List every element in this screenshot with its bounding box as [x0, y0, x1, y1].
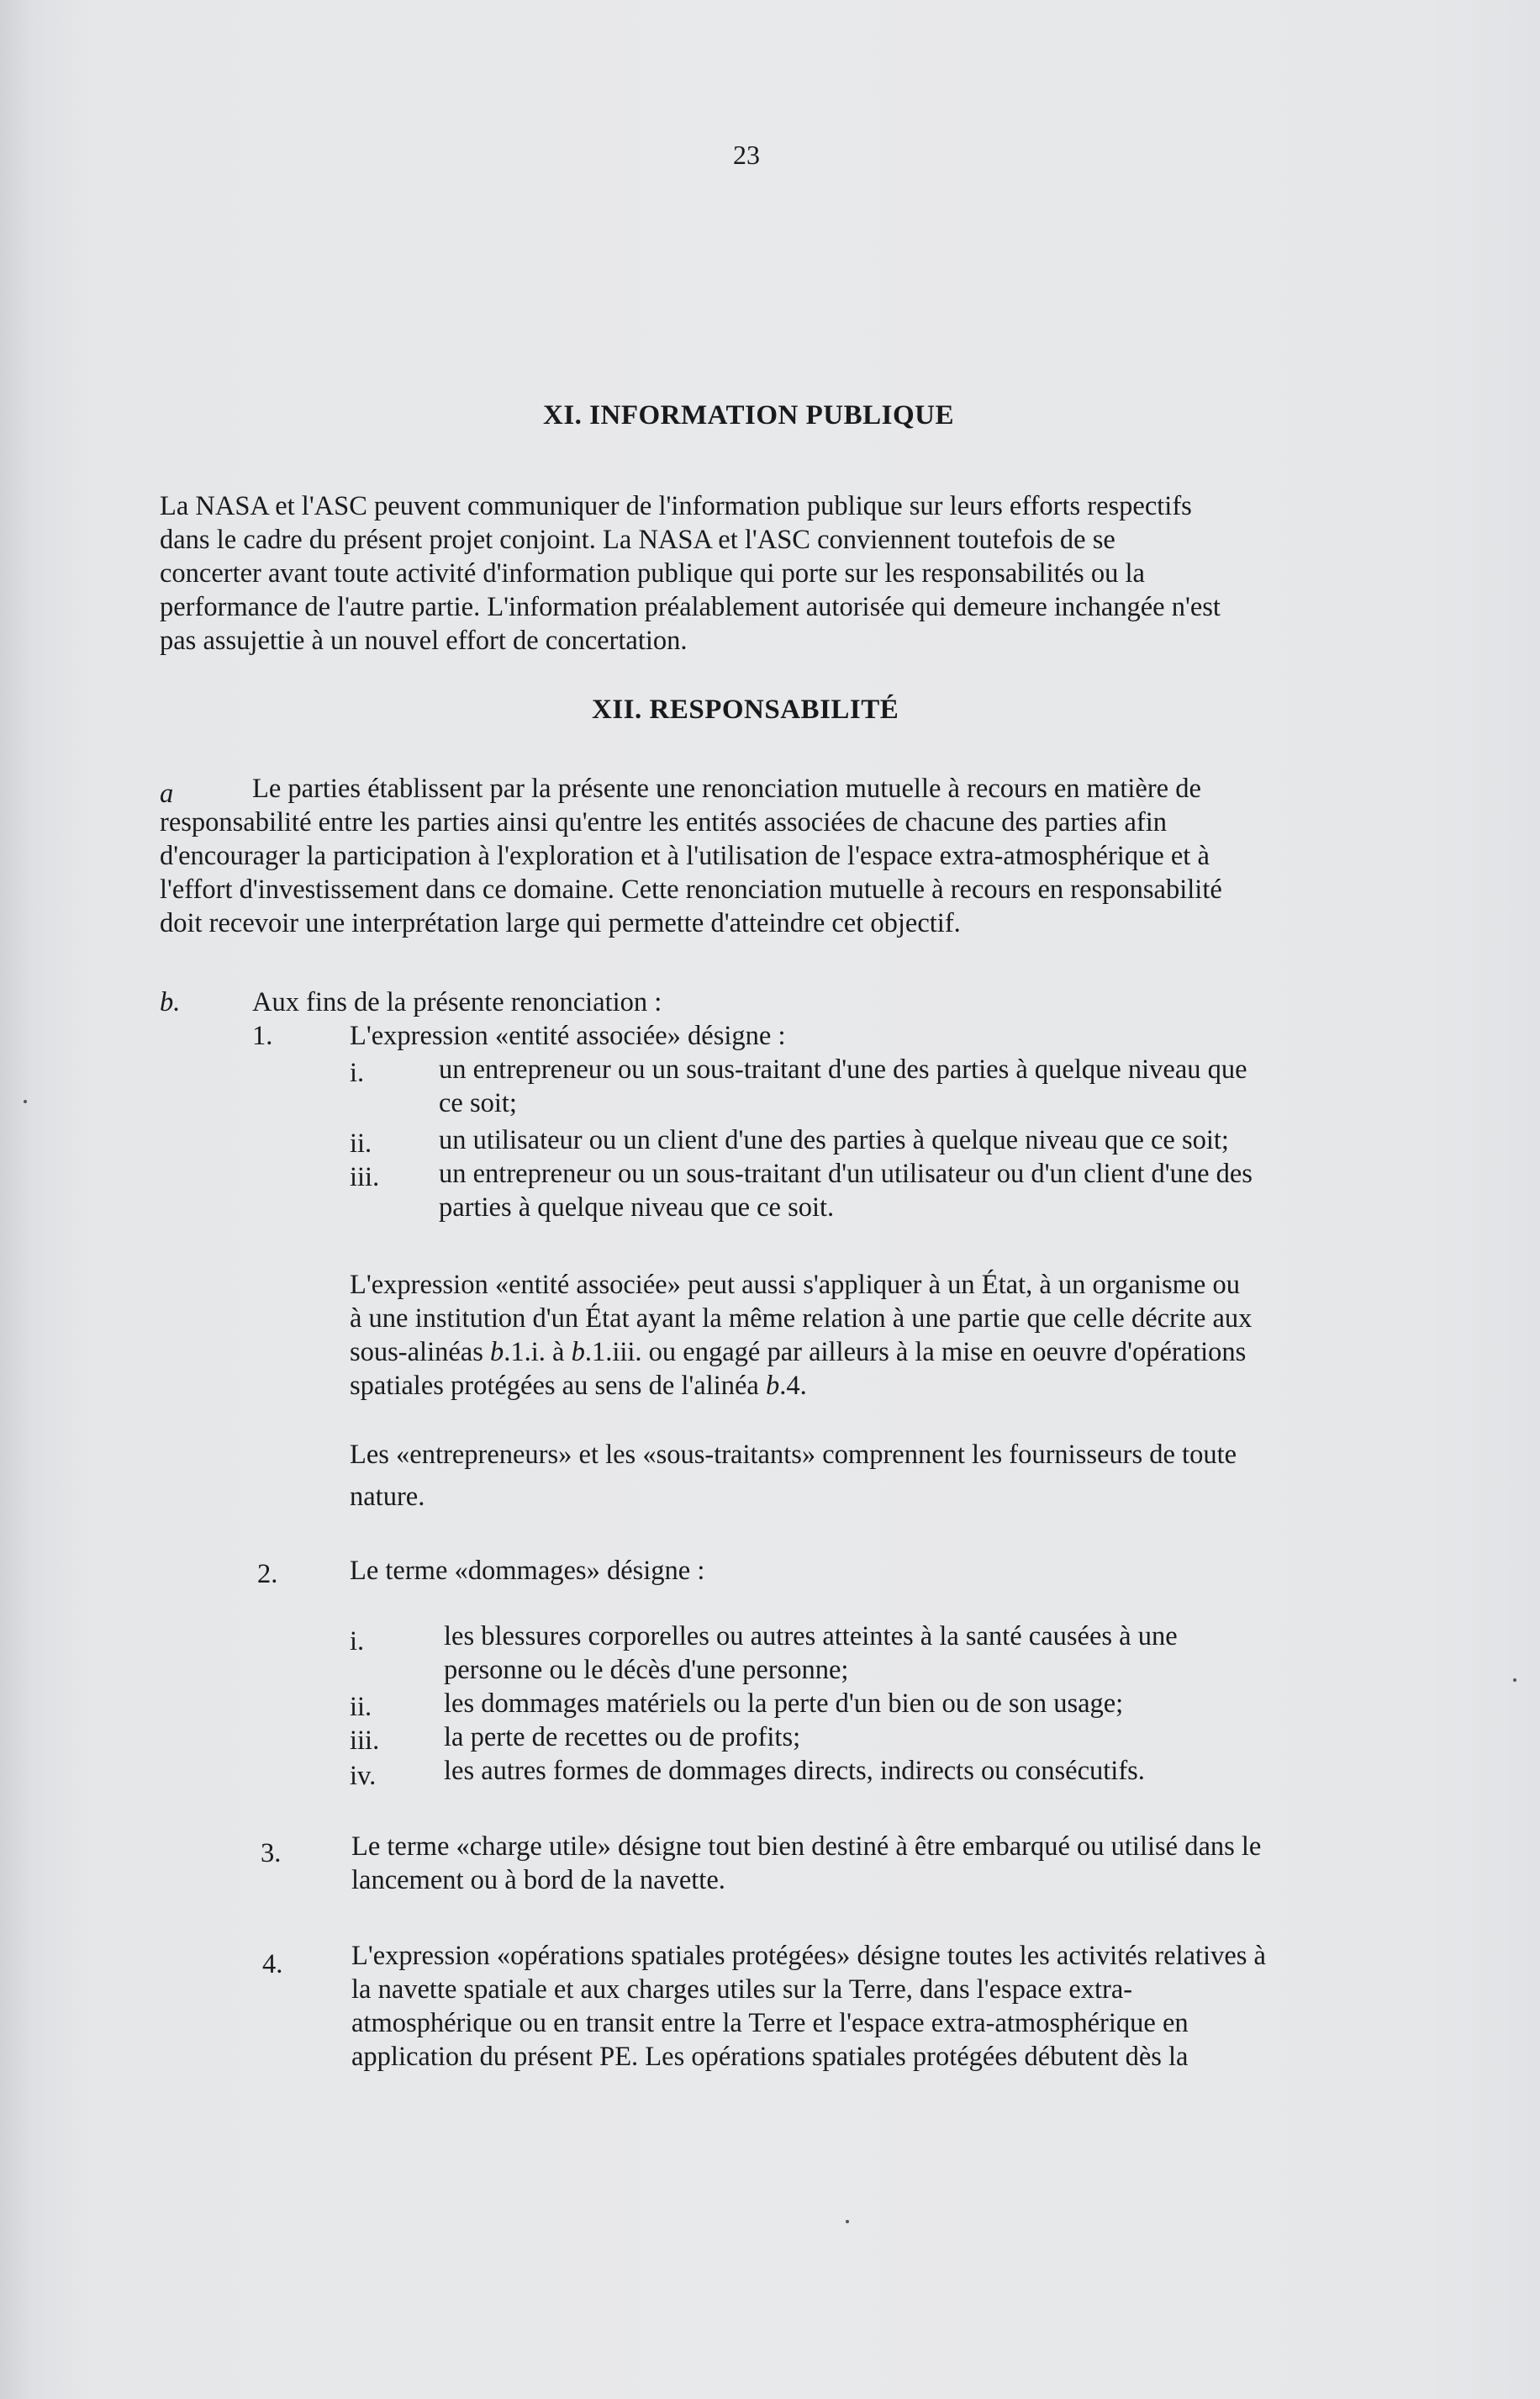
note-text: spatiales protégées au sens de l'alinéa [350, 1371, 766, 1401]
subitem-line: parties à quelque niveau que ce soit. [439, 1192, 835, 1223]
subitem-marker: i. [350, 1626, 365, 1657]
paragraph-line: l'effort d'investissement dans ce domaine. Cette renonciation mutuelle à recours en responsabilité [160, 875, 1222, 905]
subitem-marker: iii. [350, 1725, 380, 1756]
subitem-line: un utilisateur ou un client d'une des parties à quelque niveau que ce soit; [439, 1125, 1229, 1155]
item-line: L'expression «opérations spatiales protégées» désigne toutes les activités relatives à [351, 1941, 1266, 1971]
subitem-marker: iii. [350, 1162, 380, 1192]
paragraph-line: performance de l'autre partie. L'information préalablement autorisée qui demeure inchangée n'est [160, 592, 1221, 622]
scan-speck [1513, 1678, 1516, 1682]
paragraph-reference: b [765, 1371, 780, 1401]
item-4-number: 4. [262, 1949, 283, 1979]
subitem-line: ce soit; [439, 1088, 517, 1118]
paragraph-reference: b [489, 1337, 504, 1367]
subitem-line: les blessures corporelles ou autres atteintes à la santé causées à une [444, 1621, 1178, 1651]
item-2-number: 2. [257, 1559, 278, 1589]
paragraph-line: doit recevoir une interprétation large qui permette d'atteindre cet objectif. [160, 908, 961, 938]
note-line: à une institution d'un État ayant la même relation à une partie que celle décrite aux [350, 1303, 1253, 1334]
note-line: nature. [350, 1482, 425, 1512]
subitem-line: la perte de recettes ou de profits; [444, 1722, 801, 1752]
note-line: L'expression «entité associée» peut aussi s'appliquer à un État, à un organisme ou [350, 1270, 1240, 1300]
item-line: atmosphérique ou en transit entre la Terre et l'espace extra-atmosphérique en [351, 2008, 1189, 2038]
paragraph-line: La NASA et l'ASC peuvent communiquer de l'information publique sur leurs efforts respectifs [160, 491, 1192, 521]
scan-speck [846, 2220, 849, 2223]
note-line [350, 1335, 1246, 1369]
subitem-marker: i. [350, 1058, 365, 1088]
subitem-line: les dommages matériels ou la perte d'un bien ou de son usage; [444, 1688, 1124, 1719]
note-line: Les «entrepreneurs» et les «sous-traitants» comprennent les fournisseurs de toute [350, 1440, 1237, 1470]
page-number: 23 [733, 140, 760, 170]
note-text: sous-alinéas [350, 1337, 490, 1367]
subitem-line: personne ou le décès d'une personne; [444, 1655, 849, 1685]
paragraph-a-marker: a [160, 779, 174, 809]
item-line: Le terme «charge utile» désigne tout bien destiné à être embarqué ou utilisé dans le [351, 1831, 1262, 1862]
subitem-marker: iv. [350, 1761, 377, 1791]
paragraph-reference: b [571, 1337, 585, 1367]
subitem-marker: ii. [350, 1692, 372, 1722]
scan-speck [24, 1100, 27, 1103]
item-line: la navette spatiale et aux charges utiles sur la Terre, dans l'espace extra- [351, 1974, 1133, 2005]
item-2-text: Le terme «dommages» désigne : [350, 1556, 705, 1586]
paragraph-line: dans le cadre du présent projet conjoint. La NASA et l'ASC conviennent toutefois de se [160, 525, 1115, 555]
subitem-line: un entrepreneur ou un sous-traitant d'un utilisateur ou d'un client d'une des [439, 1159, 1253, 1189]
paragraph-b-marker: b. [160, 987, 181, 1017]
note-line [350, 1369, 807, 1403]
item-1-text: L'expression «entité associée» désigne : [350, 1021, 786, 1051]
item-3-number: 3. [261, 1838, 282, 1868]
subitem-marker: ii. [350, 1128, 372, 1159]
item-line: application du présent PE. Les opérations spatiales protégées débutent dès la [351, 2042, 1189, 2072]
note-text: .1.iii. ou engagé par ailleurs à la mise en oeuvre d'opérations [584, 1337, 1247, 1367]
subitem-line: un entrepreneur ou un sous-traitant d'une des parties à quelque niveau que [439, 1054, 1247, 1085]
note-text: .4. [779, 1371, 807, 1401]
section-xi-title: XI. INFORMATION PUBLIQUE [543, 400, 955, 431]
paragraph-line: pas assujettie à un nouvel effort de concertation. [160, 626, 688, 656]
paragraph-line: concerter avant toute activité d'information publique qui porte sur les responsabilités ou la [160, 558, 1145, 589]
item-line: lancement ou à bord de la navette. [351, 1865, 725, 1895]
section-xii-title: XII. RESPONSABILITÉ [592, 695, 899, 725]
subitem-line: les autres formes de dommages directs, indirects ou consécutifs. [444, 1756, 1145, 1786]
note-text: .1.i. à [504, 1337, 572, 1367]
paragraph-line: Le parties établissent par la présente une renonciation mutuelle à recours en matière de [252, 774, 1201, 804]
paragraph-line: d'encourager la participation à l'exploration et à l'utilisation de l'espace extra-atmosphérique et à [160, 841, 1210, 871]
paragraph-b-intro: Aux fins de la présente renonciation : [252, 987, 662, 1017]
item-1-number: 1. [252, 1021, 273, 1051]
paragraph-line: responsabilité entre les parties ainsi qu'entre les entités associées de chacune des parties afin [160, 807, 1167, 838]
